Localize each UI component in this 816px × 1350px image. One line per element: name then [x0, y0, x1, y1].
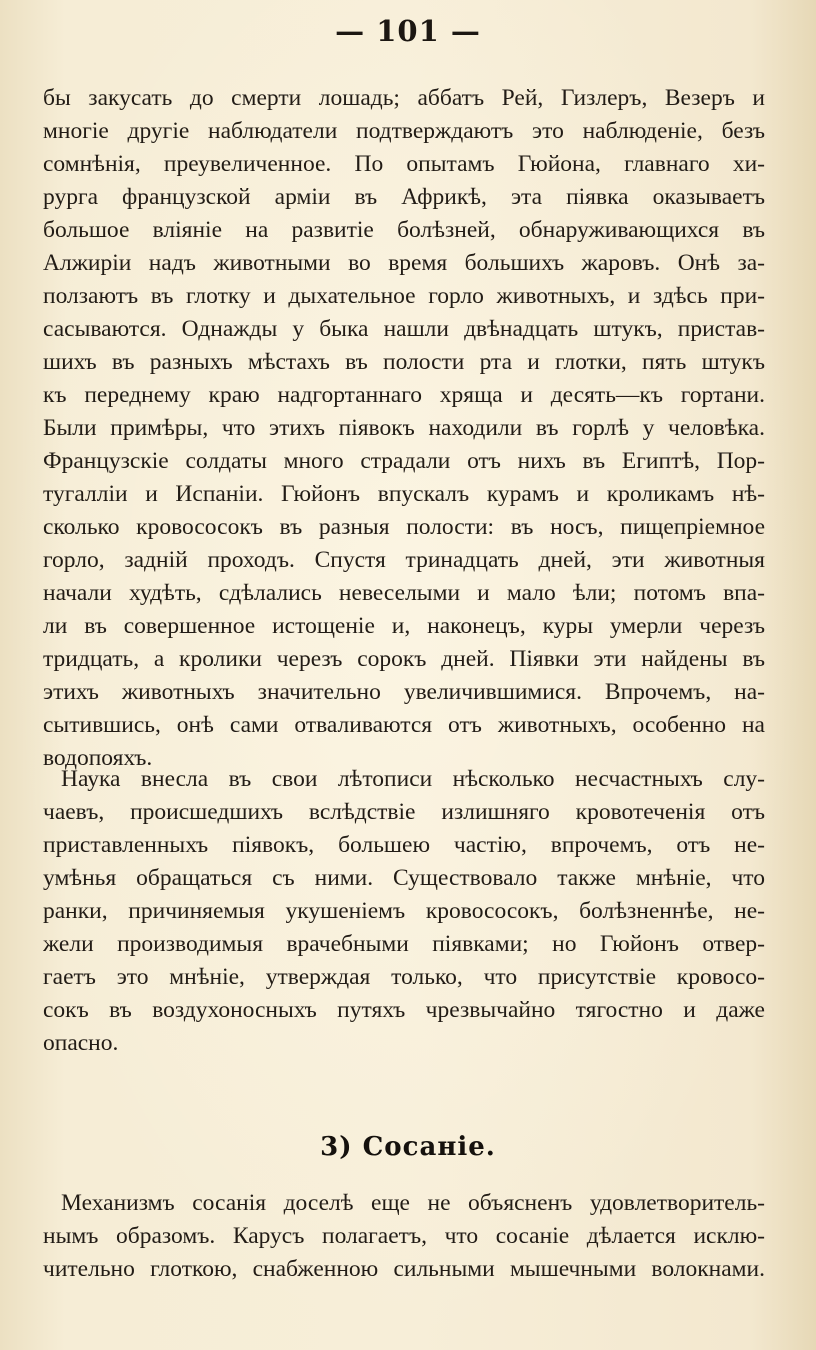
text-line: жели производимыя врачебными піявками; но Гюйонъ отвер-	[43, 931, 765, 957]
text-line: Французскіе солдаты много страдали отъ нихъ въ Египтѣ, Пор-	[43, 448, 765, 474]
text-line: шихъ въ разныхъ мѣстахъ въ полости рта и глотки, пять штукъ	[43, 349, 765, 375]
text-line: ли въ совершенное истощеніе и, наконецъ, куры умерли черезъ	[43, 613, 765, 639]
text-line: водопояхъ.	[43, 745, 153, 771]
section-heading: 3) Сосаніе.	[320, 1132, 496, 1162]
page-number: — 101 —	[335, 14, 481, 48]
paragraph-2	[43, 763, 765, 1060]
text-line: къ переднему краю надгортаннаго хряща и десять—къ гортани.	[43, 382, 765, 408]
text-line: сомнѣнія, преувеличенное. По опытамъ Гюйона, главнаго хи-	[43, 151, 765, 177]
text-line: нымъ образомъ. Карусъ полагаетъ, что сосаніе дѣлается исклю-	[43, 1223, 765, 1249]
text-line: умѣнья обращаться съ ними. Существовало также мнѣніе, что	[43, 865, 765, 891]
text-line: опасно.	[43, 1030, 119, 1056]
text-line: тридцать, а кролики черезъ сорокъ дней. Піявки эти найдены въ	[43, 646, 765, 672]
text-line: многіе другіе наблюдатели подтверждаютъ это наблюденіе, безъ	[43, 118, 765, 144]
text-line: ранки, причиняемыя укушеніемъ кровососокъ, болѣзненнѣе, не-	[43, 898, 765, 924]
text-line: сокъ въ воздухоносныхъ путяхъ чрезвычайно тягостно и даже	[43, 997, 765, 1023]
paragraph-1	[43, 82, 765, 775]
paragraph-3	[43, 1187, 765, 1286]
text-line: Алжиріи надъ животными во время большихъ жаровъ. Онѣ за-	[43, 250, 765, 276]
text-line: начали худѣть, сдѣлались невеселыми и мало ѣли; потомъ впа-	[43, 580, 765, 606]
text-line: сытившись, онѣ сами отваливаются отъ животныхъ, особенно на	[43, 712, 765, 738]
text-line: горло, задній проходъ. Спустя тринадцать дней, эти животныя	[43, 547, 765, 573]
text-line: Наука внесла въ свои лѣтописи нѣсколько несчастныхъ слу-	[61, 766, 765, 792]
text-line: большое вліяніе на развитіе болѣзней, обнаруживающихся въ	[43, 217, 765, 243]
text-line: ползаютъ въ глотку и дыхательное горло животныхъ, и здѣсь при-	[43, 283, 765, 309]
text-line: Механизмъ сосанія доселѣ еще не объясненъ удовлетворитель-	[61, 1190, 765, 1216]
text-line: рурга французской арміи въ Африкѣ, эта піявка оказываетъ	[43, 184, 765, 210]
text-line: бы закусать до смерти лошадь; аббатъ Рей, Гизлеръ, Везеръ и	[43, 85, 765, 111]
text-line: тугалліи и Испаніи. Гюйонъ впускалъ курамъ и кроликамъ нѣ-	[43, 481, 765, 507]
text-line: чаевъ, происшедшихъ вслѣдствіе излишняго кровотеченія отъ	[43, 799, 765, 825]
text-line: гаетъ это мнѣніе, утверждая только, что присутствіе кровосо-	[43, 964, 765, 990]
text-line: Были примѣры, что этихъ піявокъ находили въ горлѣ у человѣка.	[43, 415, 765, 441]
text-line: чительно глоткою, снабженною сильными мышечными волокнами.	[43, 1256, 765, 1282]
text-line: сколько кровососокъ въ разныя полости: въ носъ, пищепріемное	[43, 514, 765, 540]
text-line: сасываются. Однажды у быка нашли двѣнадцать штукъ, пристав-	[43, 316, 765, 342]
text-line: приставленныхъ піявокъ, большею частію, впрочемъ, отъ не-	[43, 832, 765, 858]
text-line: этихъ животныхъ значительно увеличившимися. Впрочемъ, на-	[43, 679, 765, 705]
